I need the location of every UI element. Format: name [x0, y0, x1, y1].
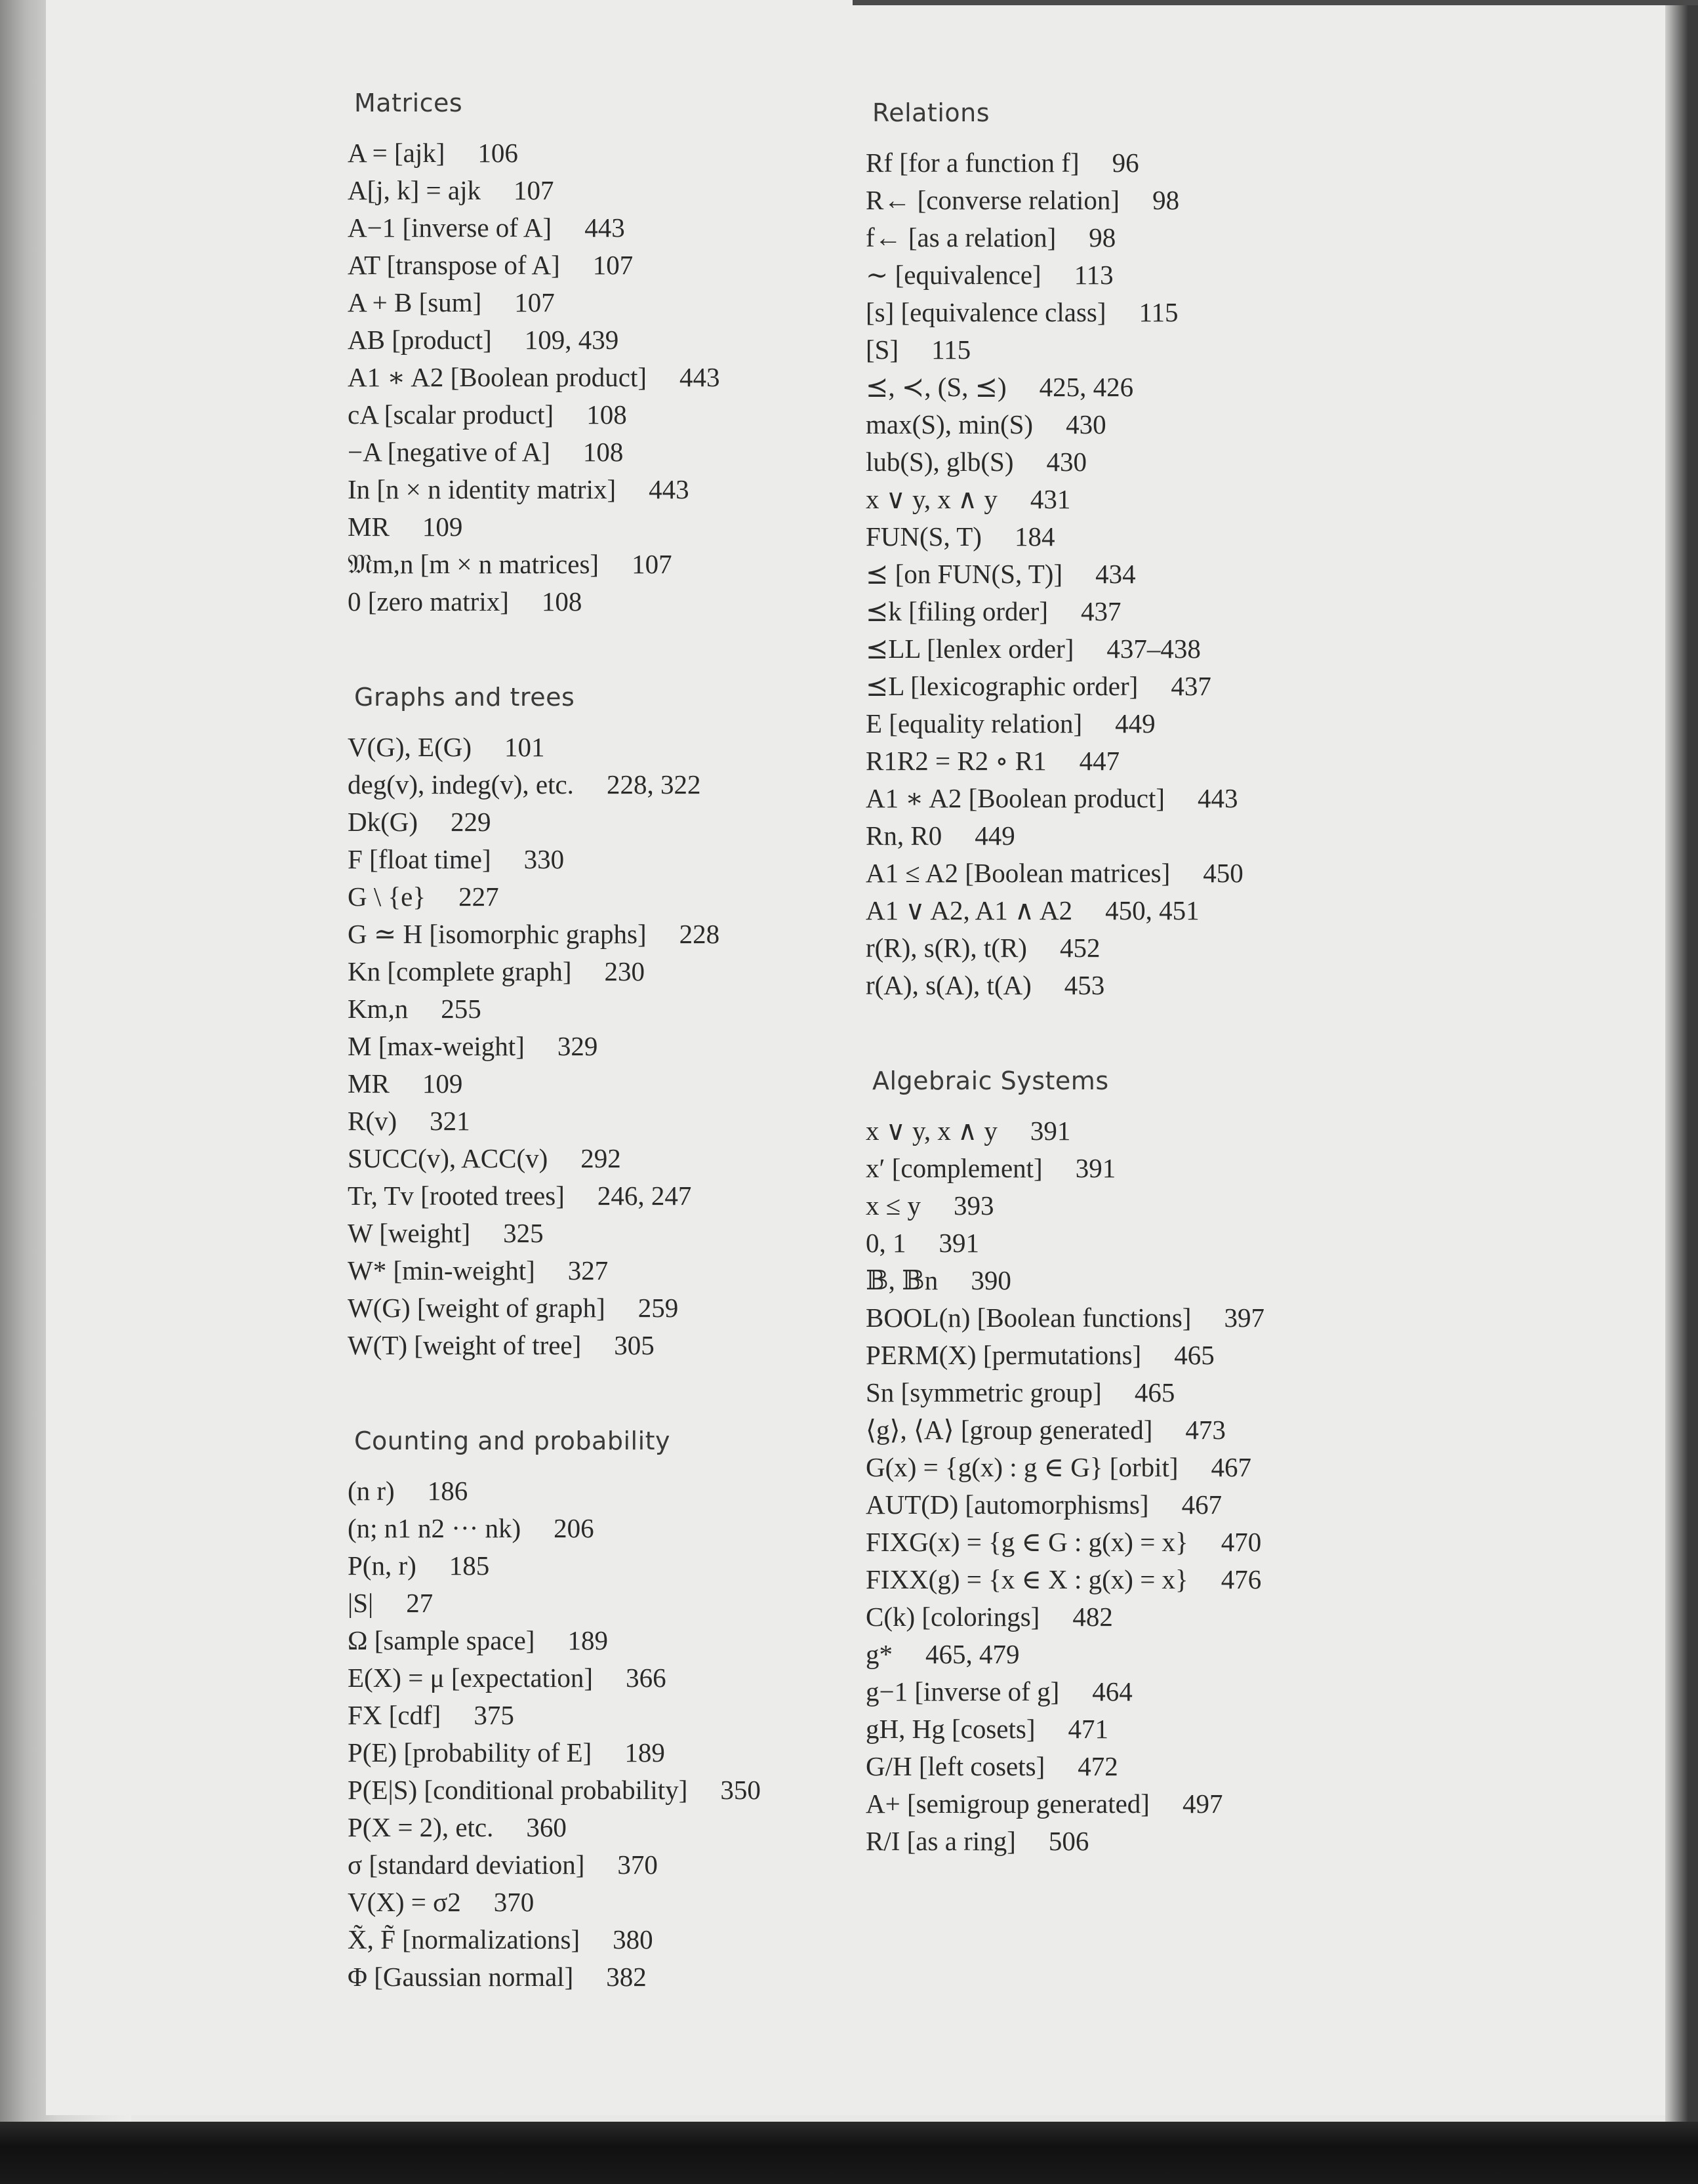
entry-pages: 321: [430, 1106, 470, 1136]
entry-symbol: 0 [zero matrix]: [348, 586, 509, 617]
section-heading: Algebraic Systems: [872, 1066, 1109, 1095]
entry-pages: 391: [939, 1228, 979, 1258]
entry-pages: 450: [1203, 858, 1243, 888]
entry-pages: 330: [523, 844, 565, 874]
entry-pages: 473: [1185, 1415, 1226, 1445]
entry-pages: 109, 439: [524, 325, 619, 355]
entry-symbol: MR: [348, 512, 390, 542]
index-entry: [866, 556, 1653, 593]
entry-pages: 27: [406, 1588, 434, 1618]
entry-symbol: X̃, F̃ [normalizations]: [348, 1924, 580, 1954]
index-entry: [866, 1748, 1653, 1785]
entry-pages: 292: [580, 1143, 621, 1173]
entry-pages: 366: [626, 1663, 666, 1693]
entry-symbol: E(X) = μ [expectation]: [348, 1663, 594, 1693]
index-entry: [866, 1561, 1653, 1598]
entry-symbol: cA [scalar product]: [348, 399, 554, 430]
index-entry: [866, 705, 1653, 742]
entry-symbol: P(n, r): [348, 1550, 416, 1581]
entry-pages: 453: [1064, 970, 1105, 1000]
index-entry: [866, 1636, 1653, 1673]
entry-pages: 327: [567, 1255, 609, 1285]
entry-pages: 229: [451, 807, 491, 837]
entry-symbol: g*: [866, 1639, 893, 1669]
index-entry: [866, 1187, 1653, 1224]
entry-symbol: ⪯LL [lenlex order]: [866, 634, 1074, 664]
index-entry: [866, 294, 1653, 331]
entry-symbol: G/H [left cosets]: [866, 1751, 1045, 1781]
entry-pages: 246, 247: [597, 1181, 692, 1211]
entry-pages: 230: [604, 956, 645, 986]
entry-symbol: FX [cdf]: [348, 1700, 441, 1730]
index-entry: [866, 742, 1653, 780]
entry-pages: 397: [1224, 1303, 1264, 1333]
entry-pages: 425, 426: [1039, 372, 1134, 402]
entry-symbol: F [float time]: [348, 844, 491, 874]
entry-pages: 447: [1079, 746, 1120, 776]
entry-symbol: 0, 1: [866, 1228, 906, 1258]
entry-symbol: max(S), min(S): [866, 409, 1034, 439]
entry-symbol: AB [product]: [348, 325, 492, 355]
entry-symbol: gH, Hg [cosets]: [866, 1714, 1036, 1744]
entry-pages: 107: [514, 287, 555, 317]
entry-pages: 470: [1221, 1527, 1262, 1557]
entry-pages: 467: [1211, 1452, 1252, 1482]
index-entry: [866, 1598, 1653, 1636]
index-entry: [866, 1150, 1653, 1187]
entry-symbol: ⪯k [filing order]: [866, 596, 1048, 626]
entry-symbol: A1 ∗ A2 [Boolean product]: [348, 362, 647, 392]
entry-pages: 107: [514, 175, 554, 205]
entry-pages: 255: [441, 994, 481, 1024]
entry-pages: 113: [1074, 260, 1114, 290]
entry-symbol: G \ {e}: [348, 881, 426, 912]
entry-symbol: R/I [as a ring]: [866, 1826, 1016, 1856]
entry-pages: 452: [1059, 933, 1101, 963]
entry-pages: 380: [613, 1924, 653, 1954]
index-entry: [866, 780, 1653, 817]
entry-symbol: Sn [symmetric group]: [866, 1377, 1102, 1407]
entry-pages: 98: [1152, 185, 1180, 215]
entry-pages: 443: [679, 362, 720, 392]
entry-symbol: R(v): [348, 1106, 397, 1136]
entry-symbol: P(E) [probability of E]: [348, 1737, 592, 1768]
index-entry: [866, 369, 1653, 406]
entry-symbol: Kn [complete graph]: [348, 956, 572, 986]
entry-symbol: [S]: [866, 334, 899, 365]
entry-pages: 370: [617, 1850, 658, 1880]
index-entry: [866, 443, 1653, 481]
entry-symbol: W(T) [weight of tree]: [348, 1330, 582, 1360]
entry-pages: 189: [567, 1625, 608, 1655]
entry-pages: 465: [1174, 1340, 1215, 1370]
entry-pages: 96: [1112, 148, 1139, 178]
entry-pages: 185: [449, 1550, 490, 1581]
entry-symbol: x ≤ y: [866, 1190, 921, 1221]
entry-pages: 329: [557, 1031, 598, 1061]
section-heading: Counting and probability: [354, 1426, 671, 1455]
entry-pages: 228: [679, 919, 720, 949]
entry-symbol: Rn, R0: [866, 820, 942, 851]
right-column: [866, 98, 1653, 1922]
entry-symbol: Φ [Gaussian normal]: [348, 1962, 574, 1992]
entry-pages: 476: [1221, 1564, 1262, 1594]
entry-pages: 390: [971, 1265, 1011, 1295]
entry-pages: 443: [1198, 783, 1238, 813]
section-heading: Graphs and trees: [354, 683, 575, 712]
index-entry: [866, 630, 1653, 668]
entry-symbol: AUT(D) [automorphisms]: [866, 1489, 1149, 1520]
index-entry: [866, 1337, 1653, 1374]
entry-pages: 227: [458, 881, 499, 912]
entry-pages: 360: [526, 1812, 567, 1842]
entry-symbol: Km,n: [348, 994, 409, 1024]
entry-symbol: ⪯, ≺, (S, ⪯): [866, 372, 1007, 402]
page-top-edge: [853, 0, 1698, 5]
entry-symbol: W(G) [weight of graph]: [348, 1293, 605, 1323]
index-entry: [866, 1449, 1653, 1486]
entry-pages: 437: [1171, 671, 1211, 701]
section-algebraic-systems: [866, 1066, 1653, 1860]
entry-pages: 115: [1139, 297, 1179, 327]
index-entry: [866, 967, 1653, 1004]
scan-bottom-edge: [0, 2122, 1698, 2184]
index-entry: [348, 1958, 1069, 1996]
entry-symbol: W* [min-weight]: [348, 1255, 535, 1285]
index-entry: [866, 929, 1653, 967]
entry-symbol: SUCC(v), ACC(v): [348, 1143, 548, 1173]
index-entry: [866, 219, 1653, 256]
index-entry: [866, 1673, 1653, 1710]
entry-symbol: G ≃ H [isomorphic graphs]: [348, 919, 647, 949]
entry-symbol: FUN(S, T): [866, 521, 982, 552]
entry-symbol: ∼ [equivalence]: [866, 260, 1041, 290]
entry-symbol: x ∨ y, x ∧ y: [866, 1116, 998, 1146]
entry-symbol: −A [negative of A]: [348, 437, 550, 467]
entry-pages: 430: [1066, 409, 1106, 439]
entry-symbol: g−1 [inverse of g]: [866, 1676, 1060, 1707]
entry-pages: 449: [975, 820, 1015, 851]
entry-pages: 109: [422, 1068, 463, 1099]
entry-symbol: 𝔹, 𝔹n: [866, 1265, 939, 1295]
entry-symbol: P(E|S) [conditional probability]: [348, 1775, 688, 1805]
entry-symbol: FIXX(g) = {x ∈ X : g(x) = x}: [866, 1564, 1188, 1594]
index-entry: [348, 1921, 1069, 1958]
entry-symbol: V(X) = σ2: [348, 1887, 461, 1917]
entry-pages: 107: [632, 549, 672, 579]
entry-pages: 506: [1048, 1826, 1089, 1856]
index-entry: [866, 855, 1653, 892]
entry-symbol: A + B [sum]: [348, 287, 482, 317]
index-entry: [866, 1823, 1653, 1860]
entry-symbol: A = [ajk]: [348, 138, 445, 168]
entry-symbol: f← [as a relation]: [866, 222, 1057, 253]
entry-pages: 106: [477, 138, 518, 168]
entry-pages: 465, 479: [925, 1639, 1020, 1669]
entry-pages: 434: [1095, 559, 1136, 589]
entry-pages: 467: [1181, 1489, 1223, 1520]
entry-pages: 443: [649, 474, 689, 504]
entry-pages: 465: [1134, 1377, 1175, 1407]
entry-pages: 305: [614, 1330, 655, 1360]
index-entry: [866, 1224, 1653, 1262]
entry-symbol: R← [converse relation]: [866, 185, 1120, 215]
index-entry: [866, 406, 1653, 443]
entry-pages: 391: [1075, 1153, 1116, 1183]
section-heading: Matrices: [354, 89, 463, 117]
entry-symbol: In [n × n identity matrix]: [348, 474, 617, 504]
index-entry: [866, 1710, 1653, 1748]
index-entry: [866, 1112, 1653, 1150]
index-entry: [866, 668, 1653, 705]
page-right-edge: [1665, 0, 1698, 2184]
entry-pages: 443: [584, 212, 625, 243]
entry-pages: 497: [1182, 1789, 1223, 1819]
entry-symbol: A+ [semigroup generated]: [866, 1789, 1150, 1819]
entry-symbol: A−1 [inverse of A]: [348, 212, 552, 243]
entry-symbol: Dk(G): [348, 807, 418, 837]
entry-symbol: W [weight]: [348, 1218, 471, 1248]
index-entry: [866, 1374, 1653, 1411]
entry-pages: 350: [720, 1775, 761, 1805]
entry-symbol: M [max-weight]: [348, 1031, 525, 1061]
entry-pages: 370: [493, 1887, 535, 1917]
entry-pages: 109: [422, 512, 463, 542]
entry-symbol: E [equality relation]: [866, 708, 1083, 738]
entry-symbol: MR: [348, 1068, 390, 1099]
entry-pages: 189: [624, 1737, 665, 1768]
entry-pages: 437: [1081, 596, 1122, 626]
index-entry: [866, 1524, 1653, 1561]
entry-pages: 228, 322: [606, 769, 701, 799]
section-heading: Relations: [872, 98, 990, 127]
entry-symbol: σ [standard deviation]: [348, 1850, 585, 1880]
entry-pages: 449: [1115, 708, 1156, 738]
entry-symbol: Tr, Tv [rooted trees]: [348, 1181, 565, 1211]
entry-symbol: [s] [equivalence class]: [866, 297, 1106, 327]
entry-pages: 186: [427, 1476, 468, 1506]
entry-symbol: 𝔐m,n [m × n matrices]: [348, 549, 599, 579]
entry-symbol: A1 ∗ A2 [Boolean product]: [866, 783, 1165, 813]
entry-symbol: |S|: [348, 1588, 374, 1618]
entry-pages: 108: [541, 586, 582, 617]
entry-symbol: ⪯L [lexicographic order]: [866, 671, 1139, 701]
entry-symbol: R1R2 = R2 ∘ R1: [866, 746, 1047, 776]
entry-pages: 450, 451: [1105, 895, 1200, 925]
entry-symbol: PERM(X) [permutations]: [866, 1340, 1142, 1370]
entry-symbol: V(G), E(G): [348, 732, 472, 762]
index-entry: [866, 1411, 1653, 1449]
index-entry: [866, 1299, 1653, 1337]
entry-symbol: AT [transpose of A]: [348, 250, 560, 280]
entry-pages: 98: [1089, 222, 1116, 253]
entry-symbol: ⪯ [on FUN(S, T)]: [866, 559, 1063, 589]
entry-pages: 115: [931, 334, 971, 365]
entry-pages: 482: [1072, 1602, 1113, 1632]
entry-pages: 108: [582, 437, 624, 467]
entry-pages: 430: [1046, 447, 1087, 477]
entry-pages: 325: [503, 1218, 544, 1248]
index-entry: [866, 892, 1653, 929]
entry-pages: 471: [1068, 1714, 1108, 1744]
entry-symbol: (n r): [348, 1476, 395, 1506]
index-entry: [866, 1785, 1653, 1823]
entry-pages: 184: [1014, 521, 1055, 552]
index-entry: [866, 518, 1653, 556]
entry-symbol: A[j, k] = ajk: [348, 175, 481, 205]
entry-pages: 259: [637, 1293, 679, 1323]
index-entry: [866, 1486, 1653, 1524]
entry-pages: 472: [1078, 1751, 1118, 1781]
entry-pages: 108: [586, 399, 627, 430]
entry-symbol: (n; n1 n2 ··· nk): [348, 1513, 521, 1543]
entry-pages: 437–438: [1106, 634, 1201, 664]
index-entry: [866, 593, 1653, 630]
index-entry: [866, 1262, 1653, 1299]
entry-symbol: Ω [sample space]: [348, 1625, 535, 1655]
entry-symbol: FIXG(x) = {g ∈ G : g(x) = x}: [866, 1527, 1188, 1557]
entry-symbol: A1 ∨ A2, A1 ∧ A2: [866, 895, 1073, 925]
index-entry: [866, 182, 1653, 219]
entry-symbol: G(x) = {g(x) : g ∈ G} [orbit]: [866, 1452, 1179, 1482]
entry-pages: 101: [504, 732, 545, 762]
entry-symbol: r(R), s(R), t(R): [866, 933, 1027, 963]
entry-pages: 393: [954, 1190, 994, 1221]
entry-symbol: deg(v), indeg(v), etc.: [348, 769, 574, 799]
entry-symbol: x′ [complement]: [866, 1153, 1043, 1183]
section-relations: [866, 98, 1653, 1004]
entry-pages: 375: [474, 1700, 514, 1730]
entry-symbol: A1 ≤ A2 [Boolean matrices]: [866, 858, 1171, 888]
entry-pages: 464: [1092, 1676, 1133, 1707]
index-entry: [866, 144, 1653, 182]
entry-symbol: r(A), s(A), t(A): [866, 970, 1032, 1000]
entry-symbol: x ∨ y, x ∧ y: [866, 484, 998, 514]
entry-pages: 206: [554, 1513, 594, 1543]
entry-symbol: lub(S), glb(S): [866, 447, 1014, 477]
entry-pages: 107: [592, 250, 634, 280]
index-entry: [866, 256, 1653, 294]
entry-symbol: ⟨g⟩, ⟨A⟩ [group generated]: [866, 1415, 1153, 1445]
entry-pages: 382: [606, 1962, 647, 1992]
index-entry: [866, 817, 1653, 855]
entry-symbol: C(k) [colorings]: [866, 1602, 1040, 1632]
entry-pages: 431: [1030, 484, 1071, 514]
entry-symbol: BOOL(n) [Boolean functions]: [866, 1303, 1192, 1333]
entry-symbol: Rf [for a function f]: [866, 148, 1080, 178]
entry-pages: 391: [1030, 1116, 1071, 1146]
entry-symbol: P(X = 2), etc.: [348, 1812, 494, 1842]
index-entry: [866, 331, 1653, 369]
index-entry: [866, 481, 1653, 518]
